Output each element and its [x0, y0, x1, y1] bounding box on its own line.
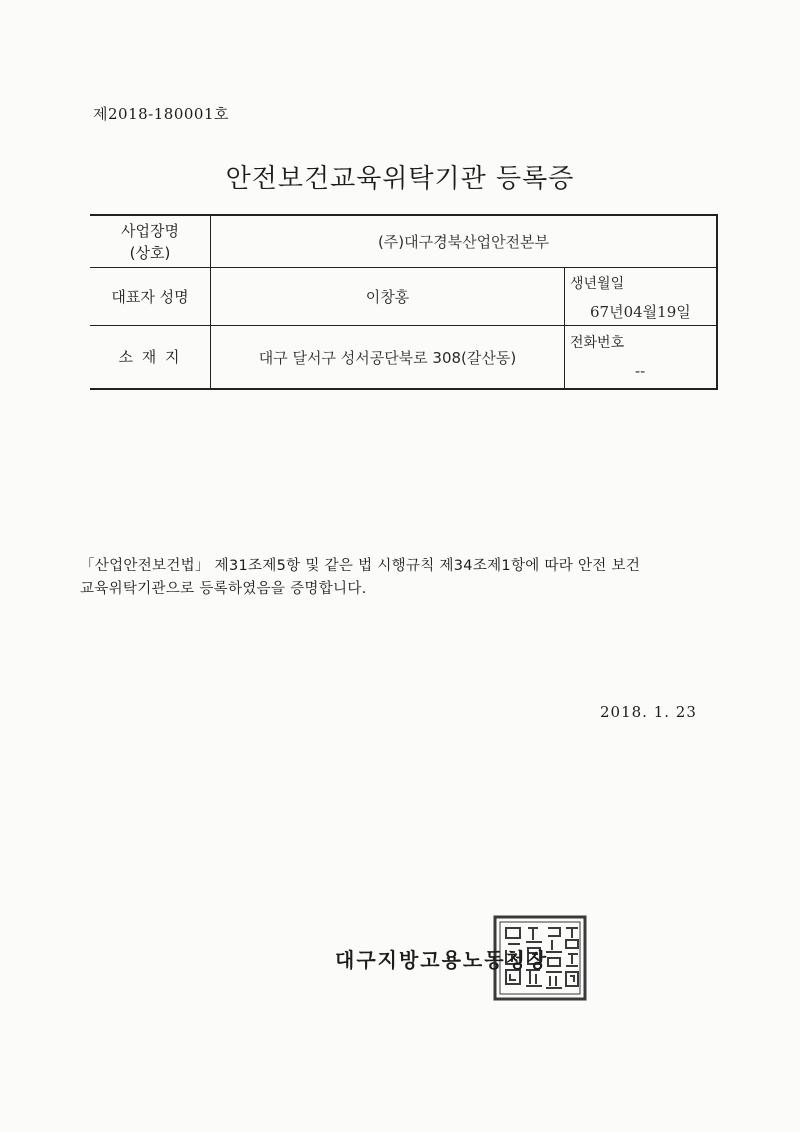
representative-value: 이창홍	[365, 288, 410, 306]
phone-label: 전화번호	[570, 335, 625, 351]
business-name-label	[90, 216, 210, 267]
birth-date-label: 생년월일	[570, 276, 625, 292]
phone-value: --	[635, 362, 646, 380]
issue-date: 2018. 1. 23	[600, 703, 697, 721]
document-title: 안전보건교육위탁기관 등록증	[225, 164, 575, 194]
birth-date-value: 67년04월19일	[590, 303, 691, 321]
table-column-divider	[564, 268, 565, 390]
representative-label: 대표자 성명	[111, 287, 189, 306]
location-label: 소 재 지	[118, 348, 182, 366]
table-right-border	[716, 214, 718, 390]
location-value: 대구 달서구 성서공단북로 308(갈산동)	[258, 348, 517, 367]
table-bottom-border	[90, 388, 718, 390]
certification-statement	[80, 555, 730, 601]
registration-table	[90, 214, 718, 390]
issuing-authority: 대구지방고용노동청장	[335, 948, 549, 972]
business-name-label-line1: 사업장명	[121, 221, 179, 240]
statement-line-1: 「산업안전보건법」 제31조제5항 및 같은 법 시행규칙 제34조제1항에 따라 안전 보건	[80, 558, 641, 574]
statement-line-2: 교육위탁기관으로 등록하였음을 증명합니다.	[80, 581, 367, 597]
business-name-label-line2: (상호)	[129, 243, 171, 262]
document-number: 제2018-180001호	[93, 105, 229, 123]
business-name-value: (주)대구경북산업안전본부	[377, 233, 550, 251]
